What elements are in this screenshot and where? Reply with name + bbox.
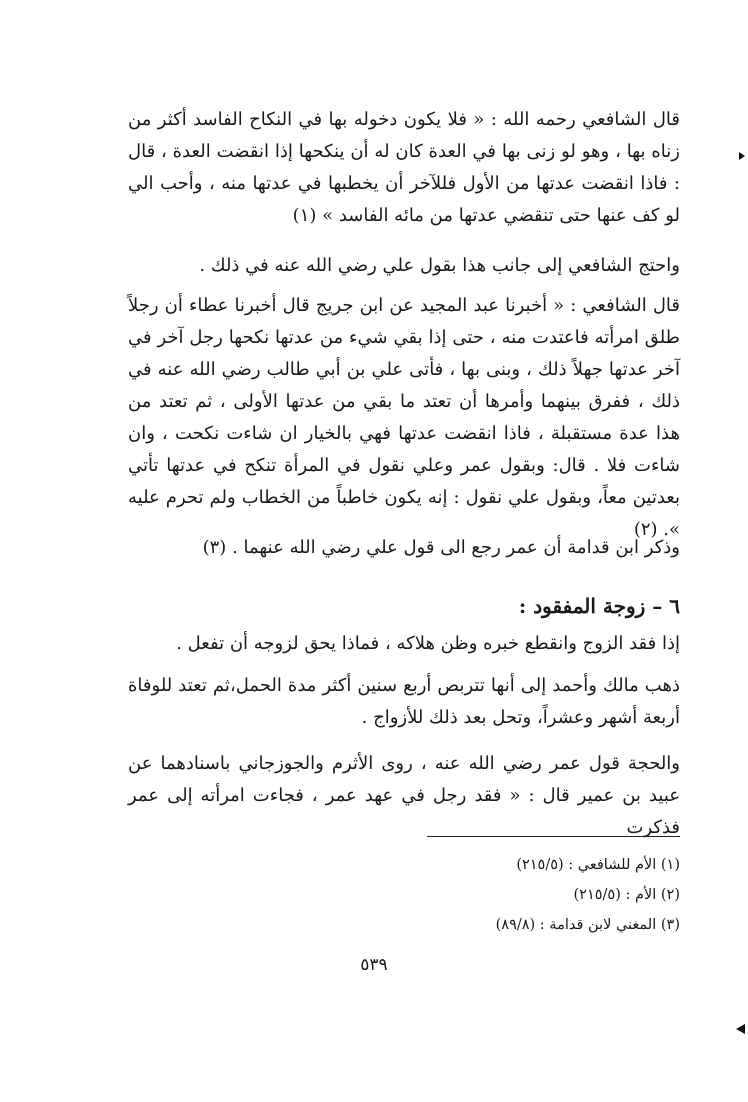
- footnote-3: (٣) المغني لابن قدامة : (٨٩/٨): [495, 917, 680, 933]
- paragraph-malik-ahmad-view: ذهب مالك وأحمد إلى أنها تتربص أربع سنين أكثر مدة الحمل،ثم تعتد للوفاة أربعة أشهر وعشراً، وتحل بعد ذلك للأزواج .: [128, 675, 680, 728]
- footnotes: [380, 850, 680, 940]
- section-heading: ٦ – زوجة المفقود :: [518, 594, 680, 618]
- paragraph-missing-husband-question: إذا فقد الزوج وانقطع خبره وظن هلاكه ، فماذا يحق لزوجه أن تفعل .: [176, 633, 680, 654]
- margin-mark-icon: [739, 152, 745, 160]
- footnote-2: (٢) الأم : (٢١٥/٥): [573, 887, 680, 903]
- paragraph-ata-narration: قال الشافعي : « أخبرنا عبد المجيد عن ابن جريج قال أخبرنا عطاء أن رجلاً طلق امرأته فاعتدت منه ، حتى إذا بقي شيء من عدتها نكحها رجل آخر في آخر عدتها جهلاً ذلك ، وبنى بها ، فأتى علي بن أبي طالب رضي الله عنه في ذلك ، ففرق بينهما وأمرها أن تعتد ما بقي من عدتها الأولى ، ثم تعتد من هذا عدة مستقبلة ، فاذا انقضت عدتها فهي بالخيار ان شاءت نكحت ، وان شاءت فلا . قال: وبقول عمر وعلي نقول في المرأة تنكح في عدتها تأتي بعدتين معاً، وبقول علي نقول : إنه يكون خاطباً من الخطاب ولم تحرم عليه ». (٢): [128, 295, 680, 540]
- paragraph-shafii-quote: قال الشافعي رحمه الله : « فلا يكون دخوله بها في النكاح الفاسد أكثر من زناه بها ، وهو لو زنى بها في العدة كان له أن ينكحها إذا انقضت العدة ، قال : فاذا انقضت عدتها من الأول فللآخر أن يخطبها في عدتها منه ، وأحب الي لو كف عنها حتى تنقضي عدتها من مائه الفاسد » (١): [128, 109, 680, 226]
- page-number: ٥٣٩: [360, 955, 388, 975]
- margin-arrow-icon: [736, 1024, 745, 1034]
- paragraph-umar-evidence: والحجة قول عمر رضي الله عنه ، روى الأثرم والجوزجاني باسنادهما عن عبيد بن عمير قال : « فقد رجل في عهد عمر ، فجاءت امرأته إلى عمر فذكرت: [128, 753, 680, 838]
- paragraph-ali-argument: واحتج الشافعي إلى جانب هذا بقول علي رضي الله عنه في ذلك .: [199, 255, 680, 276]
- footnote-divider: [427, 836, 680, 837]
- footnote-1: (١) الأم للشافعي : (٢١٥/٥): [516, 857, 680, 873]
- paragraph-ibn-qudama: وذكر ابن قدامة أن عمر رجع الى قول علي رضي الله عنهما . (٣): [202, 537, 680, 558]
